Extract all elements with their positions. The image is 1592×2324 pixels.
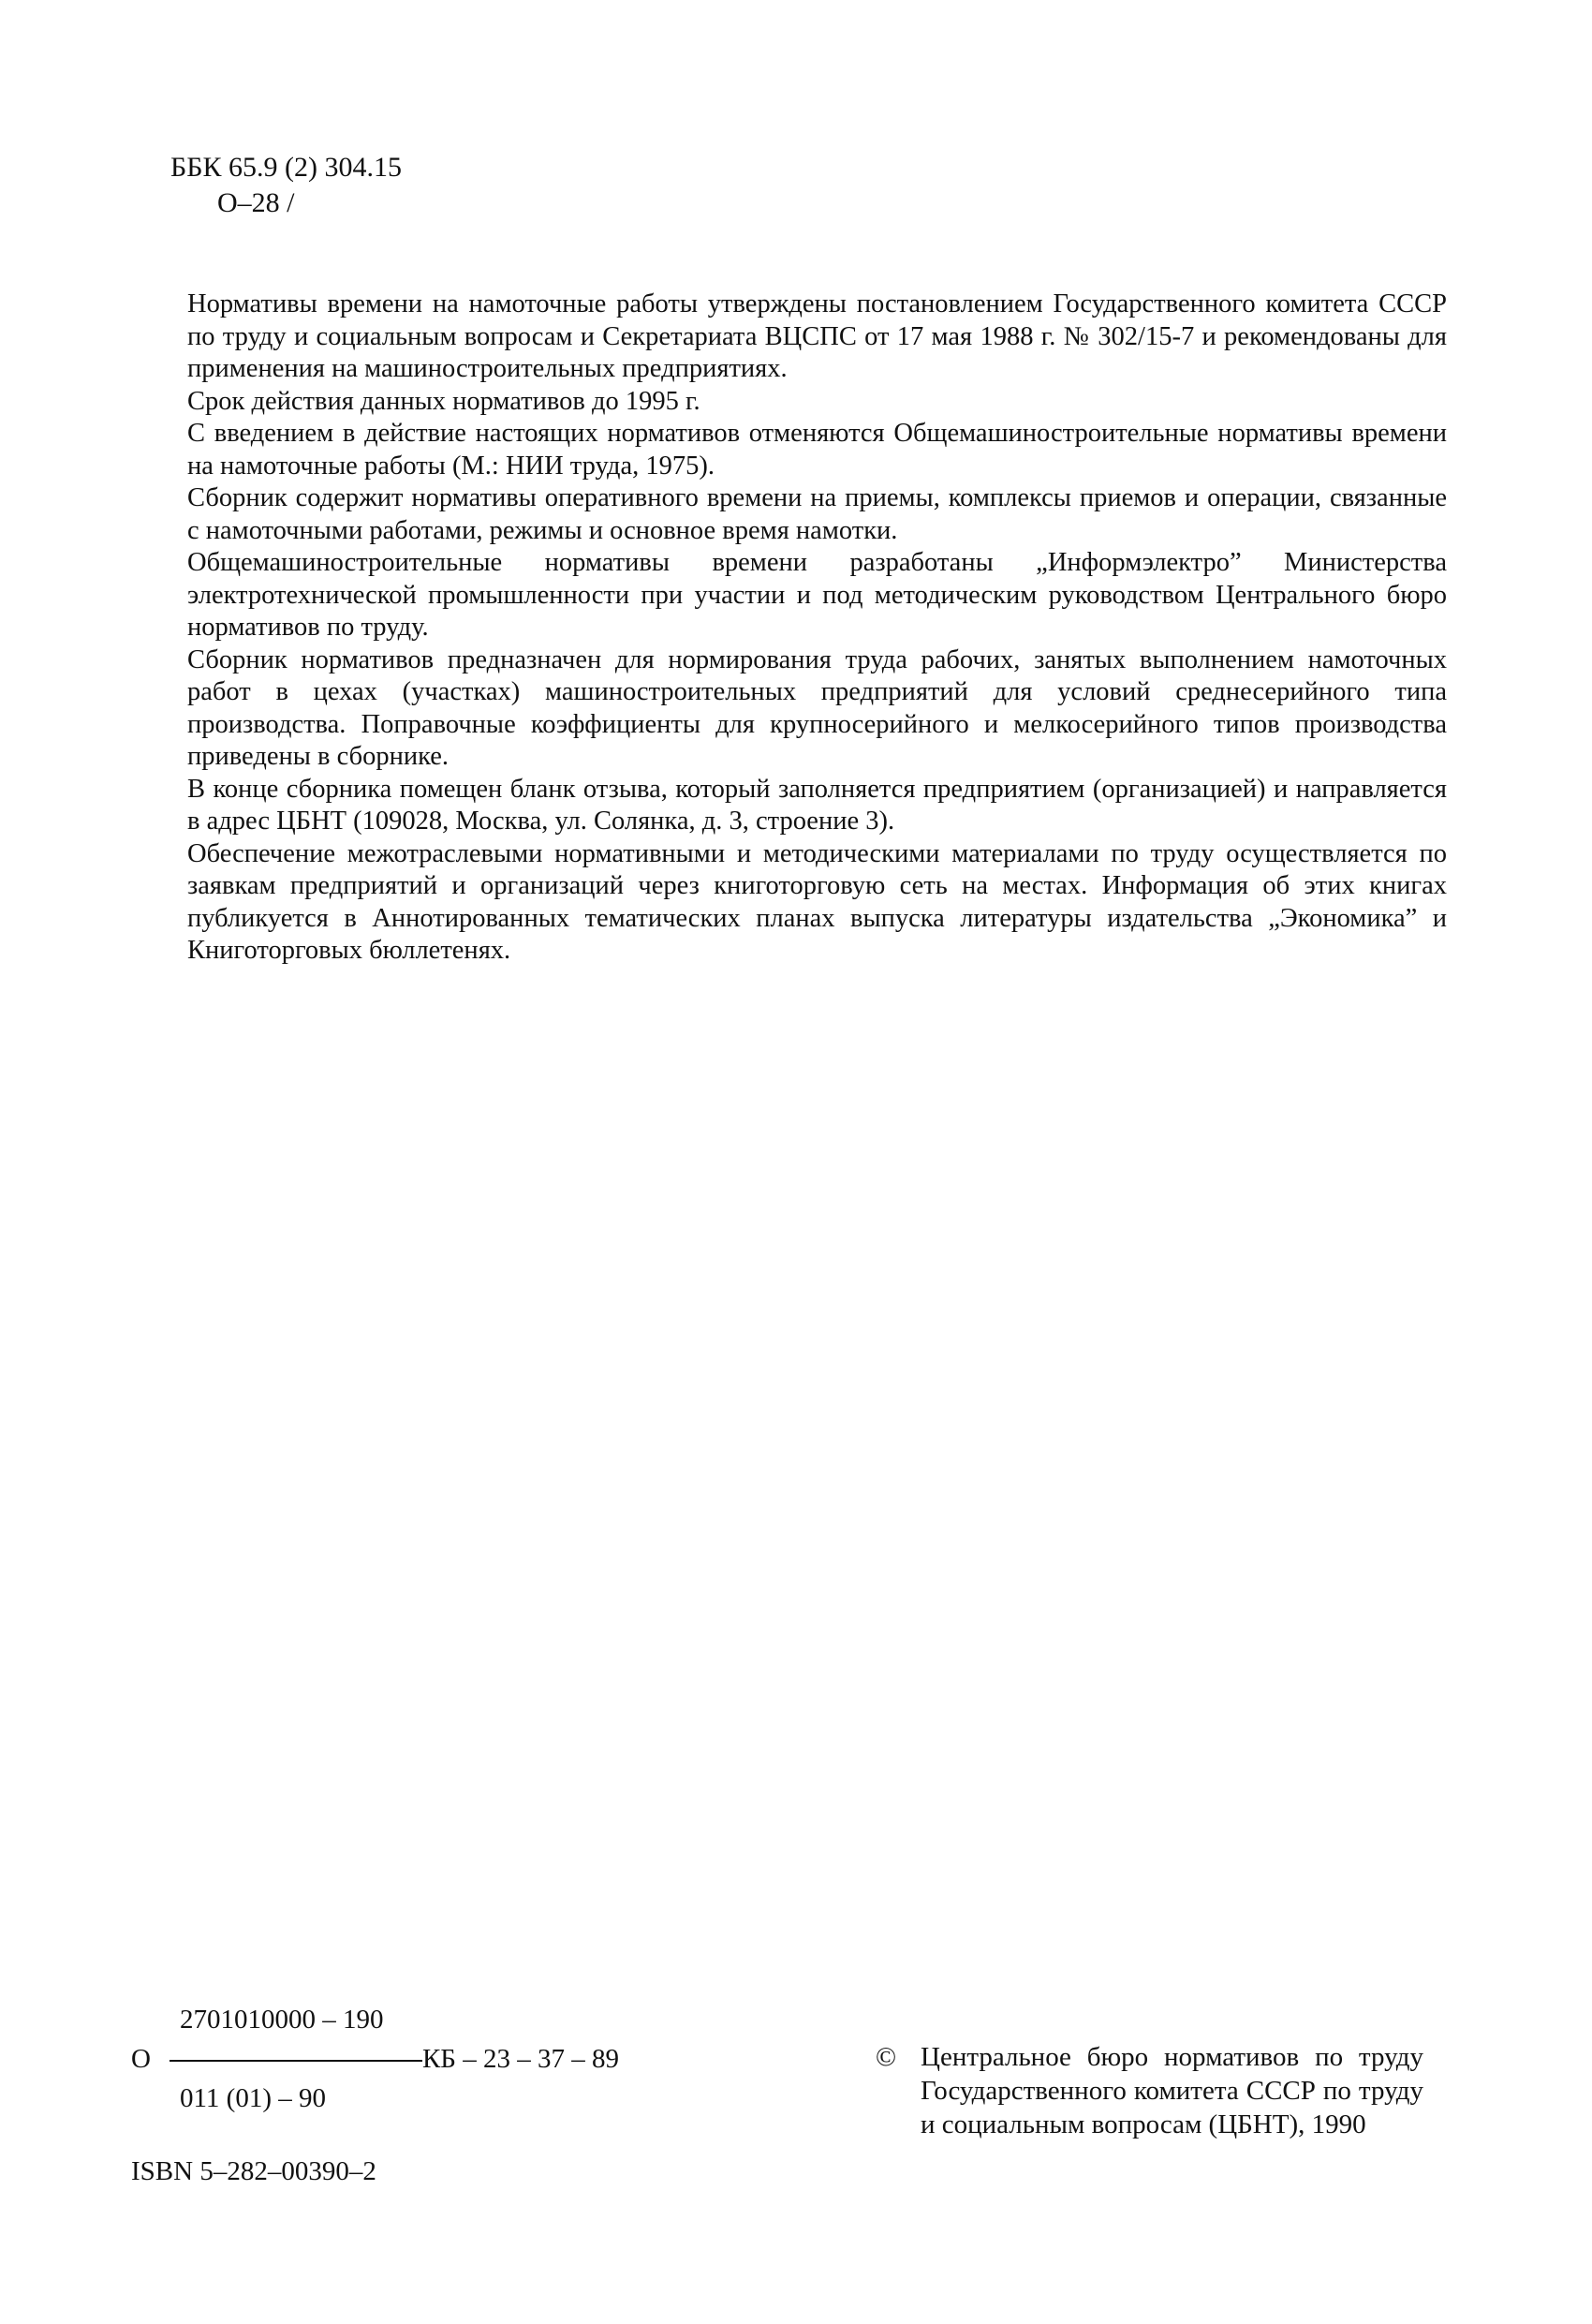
paragraph: Сборник нормативов предназначен для нормирования труда рабочих, занятых выполнением намоточных работ в цехах (участках) машиностроительных предприятий для условий среднесерийного типа производства. Поправочные коэффициенты для крупносерийного и мелкосерийного типов производства приведены в сборнике. [187,644,1447,771]
index-code: КБ – 23 – 37 – 89 [421,2044,619,2074]
fraction-line [170,2060,422,2062]
paragraph: Общемашиностроительные нормативы времени разработаны „Информэлектро” Министерства электротехнической промышленности при участии и под методическим руководством Центрального бюро нормативов по труду. [187,548,1447,642]
paragraph: Нормативы времени на намоточные работы утверждены постановлением Государственного комитета СССР по труду и социальным вопросам и Секретариата ВЦСПС от 17 мая 1988 г. № 302/15-7 и рекомендованы для применения на машиностроительных предприятиях. [187,289,1447,383]
author-mark: О–28 / [217,187,295,218]
classification-code [170,150,402,221]
index-row [131,2044,619,2075]
index-numerator: 2701010000 – 190 [180,2005,384,2035]
copyright-text: Центральное бюро нормативов по труду Государственного комитета СССР по труду и социальным вопросам (ЦБНТ), 1990 [921,2042,1423,2139]
paragraph: В конце сборника помещен бланк отзыва, который заполняется предприятием (организацией) и направляется в адрес ЦБНТ (109028, Москва, ул. Солянка, д. 3, строение 3). [187,774,1447,836]
bbk-line: ББК 65.9 (2) 304.15 [170,152,402,183]
annotation-text [187,289,1447,968]
copyright-icon: © [876,2042,897,2072]
paragraph: Обеспечение межотраслевыми нормативными и методическими материалами по труду осуществляется по заявкам предприятий и организаций через книготорговую сеть на местах. Информация об этих книгах публикуется в Аннотированных тематических планах выпуска литературы издательства „Экономика” и Книготорговых бюллетенях. [187,838,1447,965]
index-letter: О [131,2044,151,2074]
paragraph: С введением в действие настоящих нормативов отменяются Общемашиностроительные нормативы времени на намоточные работы (М.: НИИ труда, 1975). [187,419,1447,481]
paragraph: Срок действия данных нормативов до 1995 г. [187,386,700,416]
index-denominator: 011 (01) – 90 [180,2083,326,2113]
isbn: ISBN 5–282–00390–2 [131,2156,376,2186]
copyright-notice [876,2040,1423,2141]
paragraph: Сборник содержит нормативы оперативного времени на приемы, комплексы приемов и операции, связанные с намоточными работами, режимы и основное время намотки. [187,483,1447,545]
